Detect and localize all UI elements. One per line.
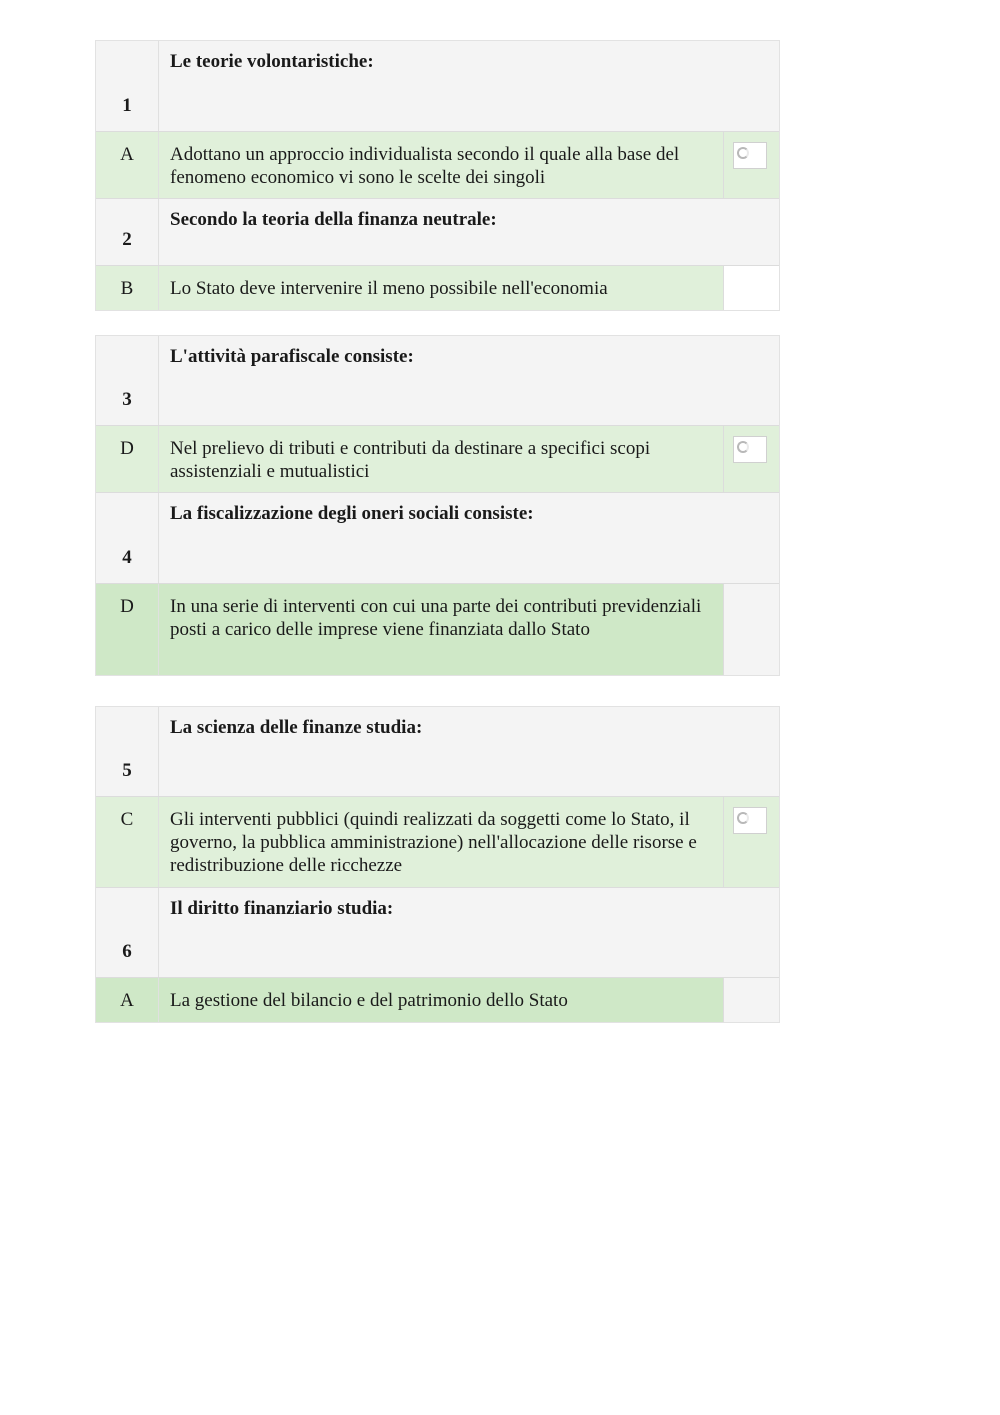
answer-letter: C <box>96 797 159 887</box>
question-text: Il diritto finanziario studia: <box>170 898 394 919</box>
answer-row-2 <box>96 266 779 310</box>
answer-row-5 <box>96 797 779 888</box>
answer-letter: D <box>96 426 159 492</box>
quiz-block-3 <box>95 706 780 1023</box>
question-number: 3 <box>96 336 159 425</box>
question-text: Secondo la teoria della finanza neutrale: <box>170 209 497 230</box>
question-row-3 <box>96 336 779 426</box>
question-text: Le teorie volontaristiche: <box>170 51 374 72</box>
radio-spinner-icon <box>737 147 749 159</box>
question-number: 4 <box>96 493 159 583</box>
radio-spinner-icon <box>737 441 749 453</box>
answer-text: La gestione del bilancio e del patrimonio dello Stato <box>159 978 724 1022</box>
answer-radio[interactable] <box>733 436 767 463</box>
answer-select-cell <box>724 426 779 492</box>
answer-select-cell <box>724 132 779 198</box>
quiz-block-2 <box>95 335 780 676</box>
question-text: La scienza delle finanze studia: <box>170 717 423 738</box>
answer-row-4 <box>96 584 779 675</box>
quiz-block-1 <box>95 40 780 311</box>
answer-text: In una serie di interventi con cui una parte dei contributi previdenziali posti a carico delle imprese viene finanziata dallo Stato <box>159 584 724 675</box>
question-number: 5 <box>96 707 159 796</box>
question-row-1 <box>96 41 779 132</box>
answer-radio[interactable] <box>733 142 767 169</box>
question-text: La fiscalizzazione degli oneri sociali consiste: <box>170 503 534 524</box>
answer-letter: A <box>96 978 159 1022</box>
question-row-5 <box>96 707 779 797</box>
question-number: 2 <box>96 199 159 265</box>
question-row-6 <box>96 888 779 978</box>
answer-letter: D <box>96 584 159 675</box>
answer-select-cell <box>724 797 779 887</box>
answer-row-1 <box>96 132 779 199</box>
answer-row-3 <box>96 426 779 493</box>
answer-row-6 <box>96 978 779 1022</box>
question-row-4 <box>96 493 779 584</box>
answer-text: Nel prelievo di tributi e contributi da destinare a specifici scopi assistenziali e mutualistici <box>159 426 724 492</box>
answer-letter: A <box>96 132 159 198</box>
question-number: 6 <box>96 888 159 977</box>
answer-radio[interactable] <box>733 807 767 834</box>
answer-letter: B <box>96 266 159 310</box>
answer-text: Adottano un approccio individualista secondo il quale alla base del fenomeno economico vi sono le scelte dei singoli <box>159 132 724 198</box>
answer-text: Lo Stato deve intervenire il meno possibile nell'economia <box>159 266 724 310</box>
radio-spinner-icon <box>737 812 749 824</box>
question-row-2 <box>96 199 779 266</box>
answer-select-cell[interactable] <box>724 266 779 310</box>
question-text: L'attività parafiscale consiste: <box>170 346 414 367</box>
answer-text: Gli interventi pubblici (quindi realizzati da soggetti come lo Stato, il governo, la pubblica amministrazione) nell'allocazione delle risorse e redistribuzione delle ricchezze <box>159 797 724 887</box>
question-number: 1 <box>96 41 159 131</box>
answer-select-cell[interactable] <box>724 978 779 1022</box>
answer-select-cell[interactable] <box>724 584 779 675</box>
